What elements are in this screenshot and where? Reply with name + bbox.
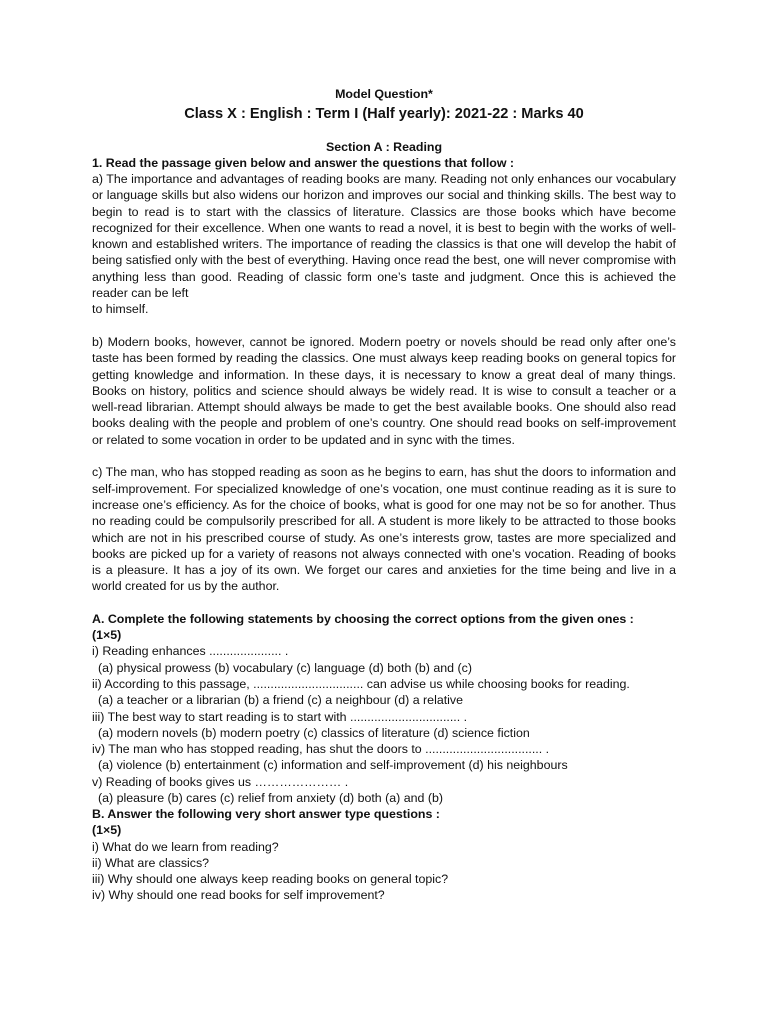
part-a-question: i) Reading enhances ..................... . bbox=[92, 644, 289, 659]
model-question-label: Model Question* bbox=[335, 87, 433, 101]
question-1-heading: 1. Read the passage given below and answer the questions that follow : bbox=[92, 156, 515, 170]
part-a-options: (a) violence (b) entertainment (c) information and self-improvement (d) his neighbours bbox=[98, 758, 568, 773]
part-a-options: (a) modern novels (b) modern poetry (c) classics of literature (d) science fiction bbox=[98, 725, 530, 740]
part-b-marks: (1×5) bbox=[92, 823, 122, 838]
section-title: Section A : Reading bbox=[325, 140, 443, 154]
part-a-heading: A. Complete the following statements by choosing the correct options from the given ones : bbox=[92, 612, 634, 627]
part-a-list bbox=[92, 643, 676, 806]
part-b-question: iii) Why should one always keep reading books on general topic? bbox=[92, 872, 449, 887]
part-b-heading: B. Answer the following very short answer type questions : bbox=[92, 807, 440, 822]
part-a-question: ii) According to this passage, ................................ can advise us while choosing books for reading. bbox=[92, 676, 630, 691]
part-a-options: (a) a teacher or a librarian (b) a friend (c) a neighbour (d) a relative bbox=[98, 693, 464, 708]
part-b-question: iv) Why should one read books for self improvement? bbox=[92, 888, 385, 903]
part-b-question: i) What do we learn from reading? bbox=[92, 839, 279, 854]
exam-title: Class X : English : Term I (Half yearly): 2021-22 : Marks 40 bbox=[184, 106, 584, 122]
passage-paragraph-b: b) Modern books, however, cannot be ignored. Modern poetry or novels should be read only after one’s taste has been formed by reading the classics. One must always keep reading books on general topics for getting knowledge and information. In these days, it is necessary to know a great deal of many things. Books on history, politics and science should always be widely read. It is wise to consult a teacher or a well-read librarian. Attempt should always be made to get the best available books. One should also read books dealing with the people and problem of one’s country. One should read books on self-improvement or related to some vocation in order to be updated and in sync with the times. bbox=[92, 334, 676, 447]
part-a-marks: (1×5) bbox=[92, 628, 122, 643]
part-b-list bbox=[92, 839, 676, 904]
part-a-question: v) Reading of books gives us ………………… . bbox=[92, 774, 349, 789]
part-a-options: (a) pleasure (b) cares (c) relief from anxiety (d) both (a) and (b) bbox=[98, 790, 443, 805]
passage-paragraph-c: c) The man, who has stopped reading as soon as he begins to earn, has shut the doors to information and self-improvement. For specialized knowledge of one’s vocation, one must continue reading as it is sure to increase one’s efficiency. As for the choice of books, what is good for one may not be so for another. Thus no reading could be compulsorily prescribed for all. A student is more likely to be attracted to those books which are not in his prescribed course of study. As one’s interests grow, tastes are more specialized and books are picked up for a variety of reasons not always connected with one’s vocation. Reading of books is a pleasure. It has a joy of its own. We forget our cares and anxieties for the time being and live in a world created for us by the author. bbox=[92, 465, 676, 594]
part-a-question: iv) The man who has stopped reading, has shut the doors to .................................. . bbox=[92, 742, 550, 757]
passage-paragraph-a-end: to himself. bbox=[92, 302, 149, 317]
passage-paragraph-a: a) The importance and advantages of reading books are many. Reading not only enhances our vocabulary or language skills but also widens our horizon and improves our social and thinking skills. The best way to begin to read is to start with the classics of literature. Classics are those books which have become recognized for their excellence. When one wants to read a novel, it is best to begin with the works of well-known and established writers. The importance of reading the classics is that one will develop the habit of being satisfied only with the best of everything. Having once read the best, one will never compromise with anything less than good. Reading of classic form one’s taste and judgment. Once this is achieved the reader can be left bbox=[92, 172, 676, 301]
part-a-options: (a) physical prowess (b) vocabulary (c) language (d) both (b) and (c) bbox=[98, 660, 472, 675]
part-a-question: iii) The best way to start reading is to start with ................................ . bbox=[92, 709, 468, 724]
part-b-question: ii) What are classics? bbox=[92, 855, 210, 870]
